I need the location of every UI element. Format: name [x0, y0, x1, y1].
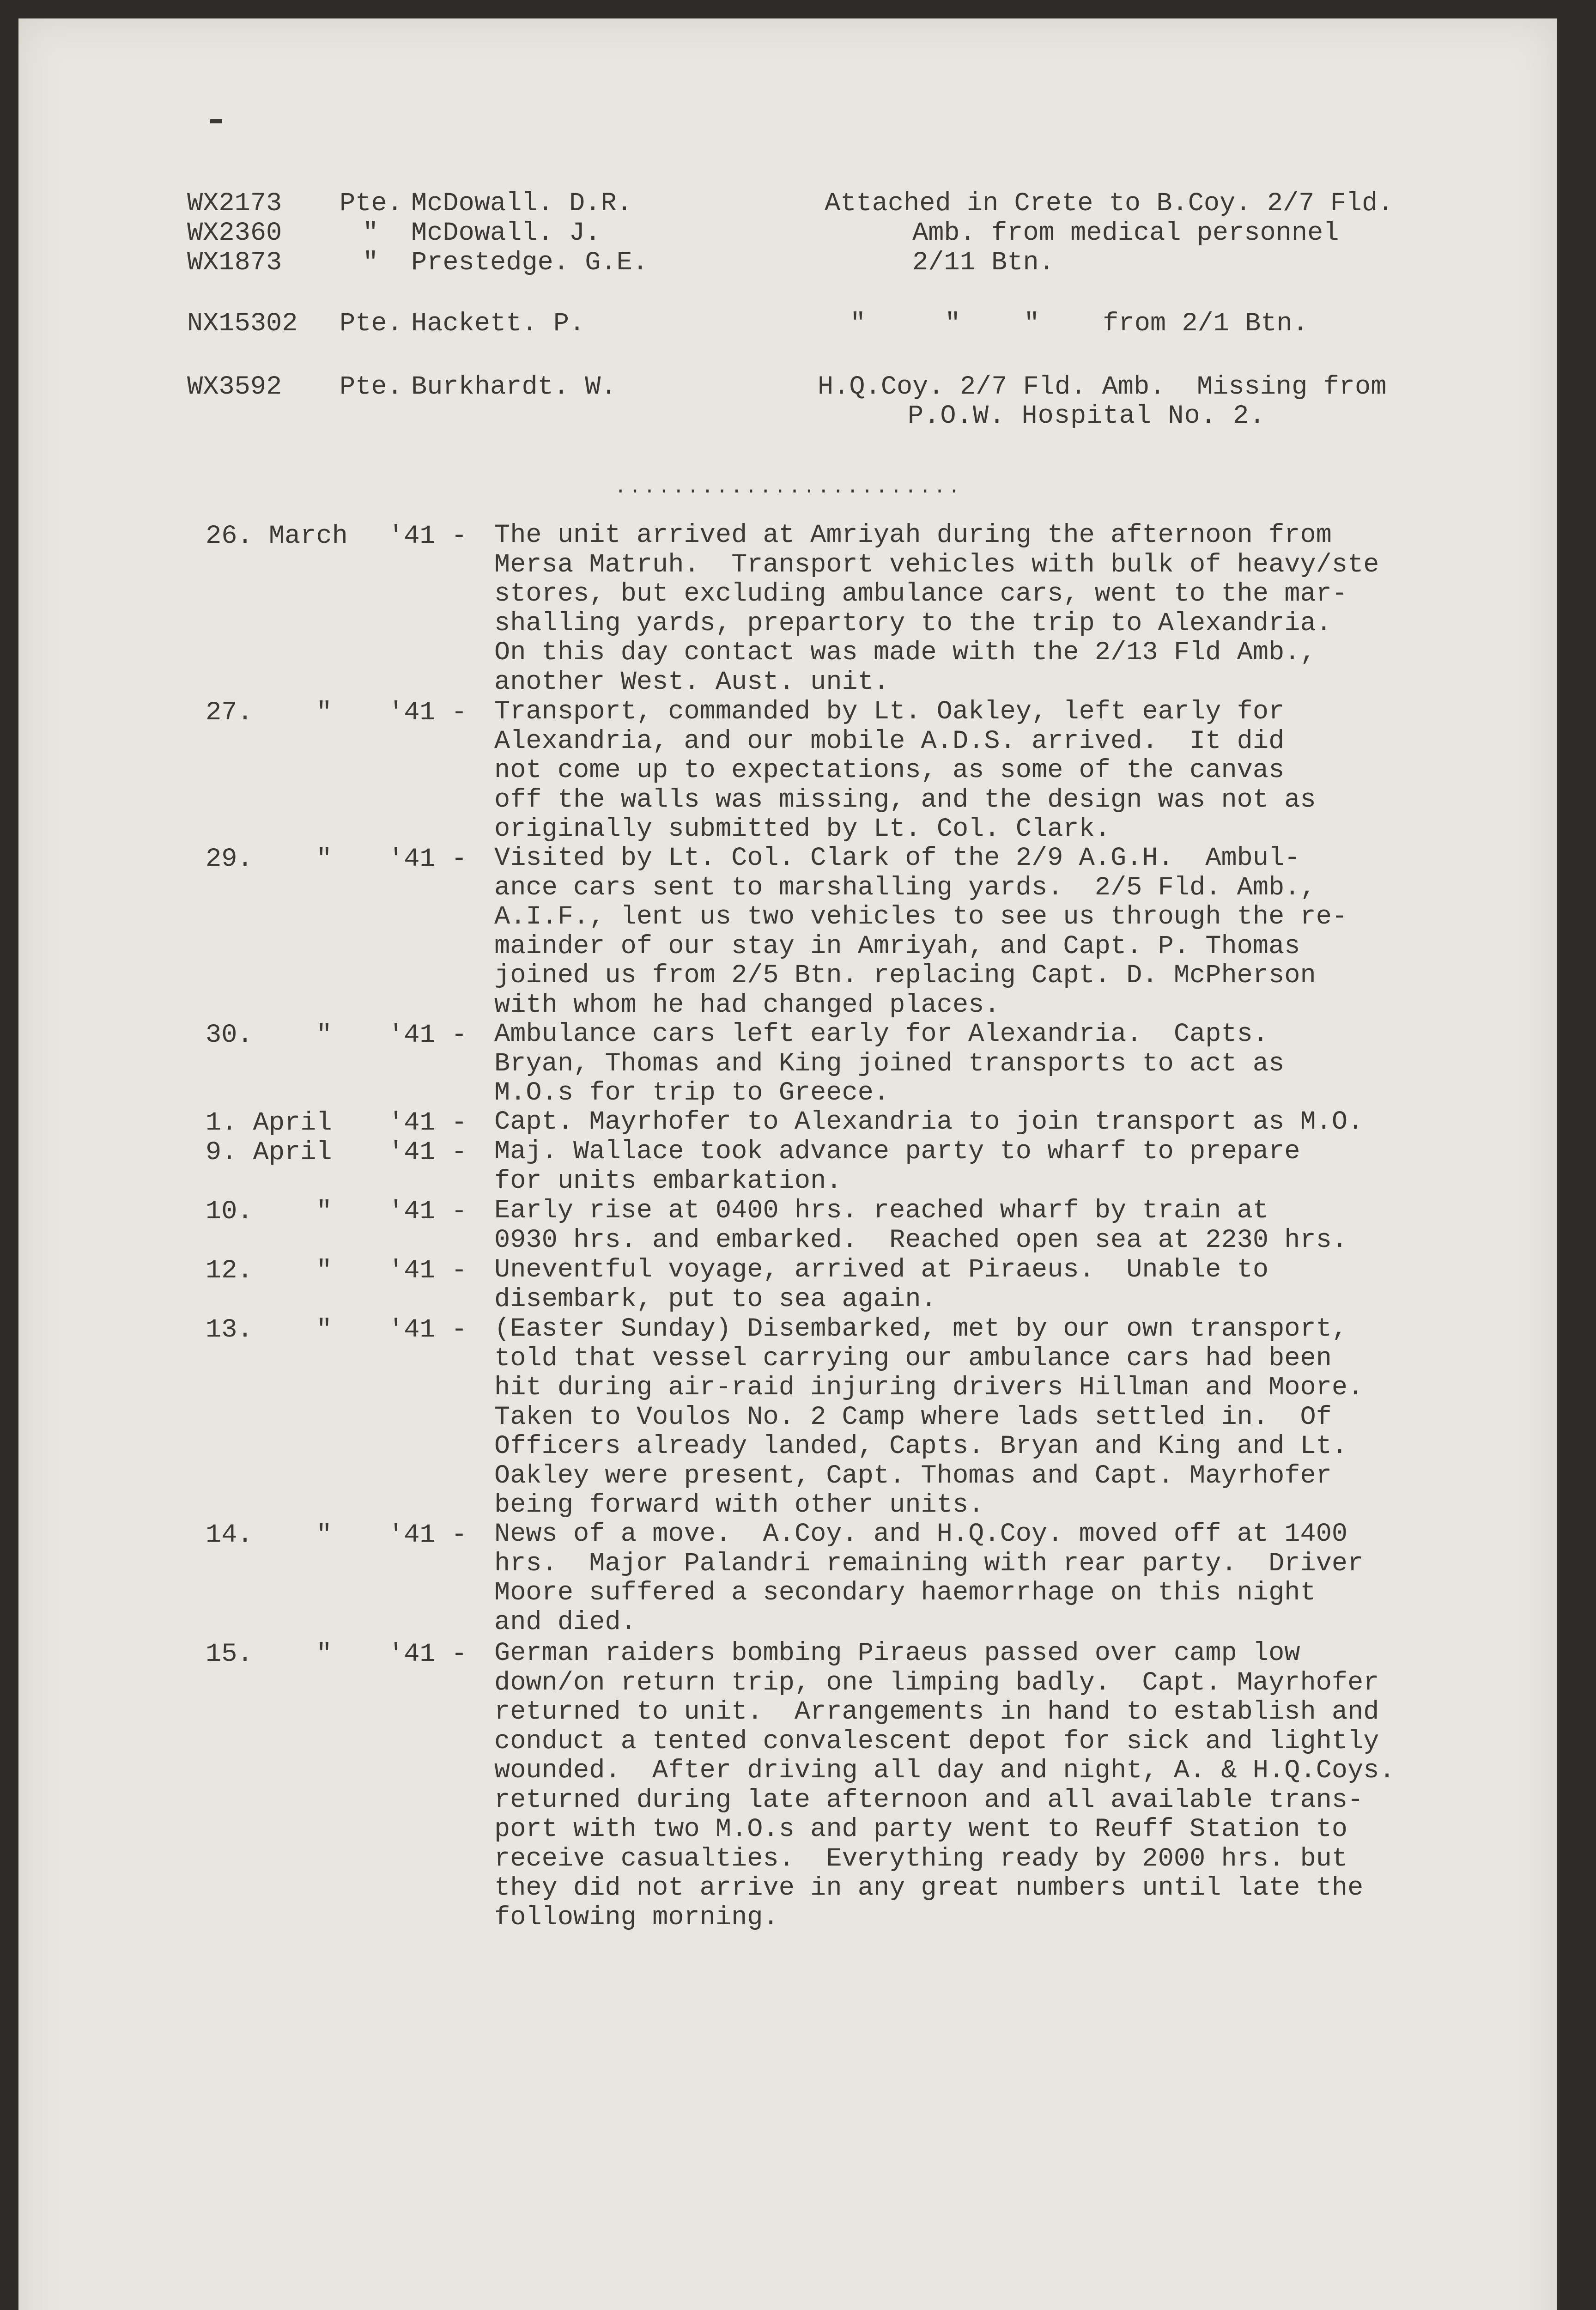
service-number: WX2173 — [187, 189, 282, 219]
entry-date: 10. " — [206, 1197, 332, 1227]
rank: Pte. — [340, 309, 403, 339]
entry-date: 26. March — [206, 522, 348, 551]
soldier-name: McDowall. D.R. — [411, 189, 632, 219]
entry-text: (Easter Sunday) Disembarked, met by our own transport, told that vessel carrying our ambulance cars had been hit during air-raid injuring drivers Hillman and Moore. Taken to Voulos No. 2 Camp where lads settled in. Of Officers already landed, Capts. Bryan and King and Lt. Oakley were present, Capt. Thomas and Capt. Mayrhofer being forward with other units. — [494, 1314, 1364, 1520]
entry-year: '41 - — [388, 1021, 467, 1050]
personnel-note-continuation: P.O.W. Hospital No. 2. — [908, 401, 1266, 431]
entry-date: 27. " — [206, 698, 332, 728]
entry-year: '41 - — [388, 1256, 467, 1286]
soldier-name: Prestedge. G.E. — [411, 248, 649, 278]
soldier-name: McDowall. J. — [411, 219, 601, 248]
entry-year: '41 - — [388, 522, 467, 551]
personnel-note: Attached in Crete to B.Coy. 2/7 Fld. — [825, 189, 1394, 219]
entry-date: 30. " — [206, 1021, 332, 1050]
entry-year: '41 - — [388, 1108, 467, 1138]
entry-year: '41 - — [388, 698, 467, 728]
entry-year: '41 - — [388, 1315, 467, 1345]
rank: " — [363, 219, 379, 248]
personnel-row — [18, 372, 1557, 403]
entry-text: Maj. Wallace took advance party to wharf to prepare for units embarkation. — [494, 1137, 1300, 1196]
entry-date: 1. April — [206, 1108, 332, 1138]
personnel-row — [18, 248, 1557, 279]
entry-text: Transport, commanded by Lt. Oakley, left early for Alexandria, and our mobile A.D.S. arrived. It did not come up to expectations, as some of the canvas off the walls was missing, and the design was not as originally submitted by Lt. Col. Clark. — [494, 697, 1316, 844]
entry-text: Ambulance cars left early for Alexandria. Capts. Bryan, Thomas and King joined transports to act as M.O.s for trip to Greece. — [494, 1020, 1285, 1108]
entry-year: '41 - — [388, 1520, 467, 1550]
entry-date: 29. " — [206, 845, 332, 874]
entry-text: The unit arrived at Amriyah during the afternoon from Mersa Matruh. Transport vehicles with bulk of heavy/ste stores, but excluding ambulance cars, went to the mar- shalling yards, prepartory to the trip to Alexandria. On this day contact was made with the 2/13 Fld Amb., another West. Aust. unit. — [494, 521, 1379, 697]
personnel-note: Amb. from medical personnel — [912, 219, 1339, 248]
soldier-name: Burkhardt. W. — [411, 372, 617, 402]
personnel-row — [18, 188, 1557, 219]
entry-date: 15. " — [206, 1640, 332, 1669]
entry-year: '41 - — [388, 1640, 467, 1669]
rank: Pte. — [340, 189, 403, 219]
service-number: WX2360 — [187, 219, 282, 248]
entry-year: '41 - — [388, 1138, 467, 1167]
document-page — [18, 18, 1557, 2310]
rank: Pte. — [340, 372, 403, 402]
entry-year: '41 - — [388, 1197, 467, 1227]
dotted-separator: ........................ — [614, 476, 963, 499]
service-number: WX3592 — [187, 372, 282, 402]
entry-date: 9. April — [206, 1138, 332, 1167]
entry-date: 14. " — [206, 1520, 332, 1550]
entry-date: 12. " — [206, 1256, 332, 1286]
personnel-note: " " " from 2/1 Btn. — [850, 309, 1308, 339]
entry-text: Visited by Lt. Col. Clark of the 2/9 A.G.H. Ambul- ance cars sent to marshalling yards. 2/5 Fld. Amb., A.I.F., lent us two vehicles to see us through the re- mainder of our stay in Amriyah, and Capt. P. Thomas joined us from 2/5 Btn. replacing Capt. D. McPherson with whom he had changed places. — [494, 844, 1348, 1020]
entry-text: Early rise at 0400 hrs. reached wharf by train at 0930 hrs. and embarked. Reached open sea at 2230 hrs. — [494, 1196, 1348, 1255]
personnel-note: H.Q.Coy. 2/7 Fld. Amb. Missing from — [818, 372, 1387, 402]
entry-text: Uneventful voyage, arrived at Piraeus. Unable to disembark, put to sea again. — [494, 1255, 1269, 1314]
entry-text: Capt. Mayrhofer to Alexandria to join transport as M.O. — [494, 1107, 1364, 1137]
personnel-row — [18, 309, 1557, 340]
entry-text: News of a move. A.Coy. and H.Q.Coy. moved off at 1400 hrs. Major Palandri remaining with rear party. Driver Moore suffered a secondary haemorrhage on this night and died. — [494, 1520, 1364, 1637]
typed-dash-mark — [210, 119, 222, 123]
personnel-note: 2/11 Btn. — [912, 248, 1055, 278]
service-number: WX1873 — [187, 248, 282, 278]
entry-text: German raiders bombing Piraeus passed over camp low down/on return trip, one limping badly. Capt. Mayrhofer returned to unit. Arrangements in hand to establish and conduct a tented convalescent depot for sick and lightly wounded. After driving all day and night, A. & H.Q.Coys. returned during late afternoon and all available trans- port with two M.O.s and party went to Reuff Station to receive casualties. Everything ready by 2000 hrs. but they did not arrive in any great numbers until late the following morning. — [494, 1639, 1395, 1933]
soldier-name: Hackett. P. — [411, 309, 585, 339]
service-number: NX15302 — [187, 309, 298, 339]
rank: " — [363, 248, 379, 278]
personnel-row — [18, 218, 1557, 249]
entry-date: 13. " — [206, 1315, 332, 1345]
entry-year: '41 - — [388, 845, 467, 874]
